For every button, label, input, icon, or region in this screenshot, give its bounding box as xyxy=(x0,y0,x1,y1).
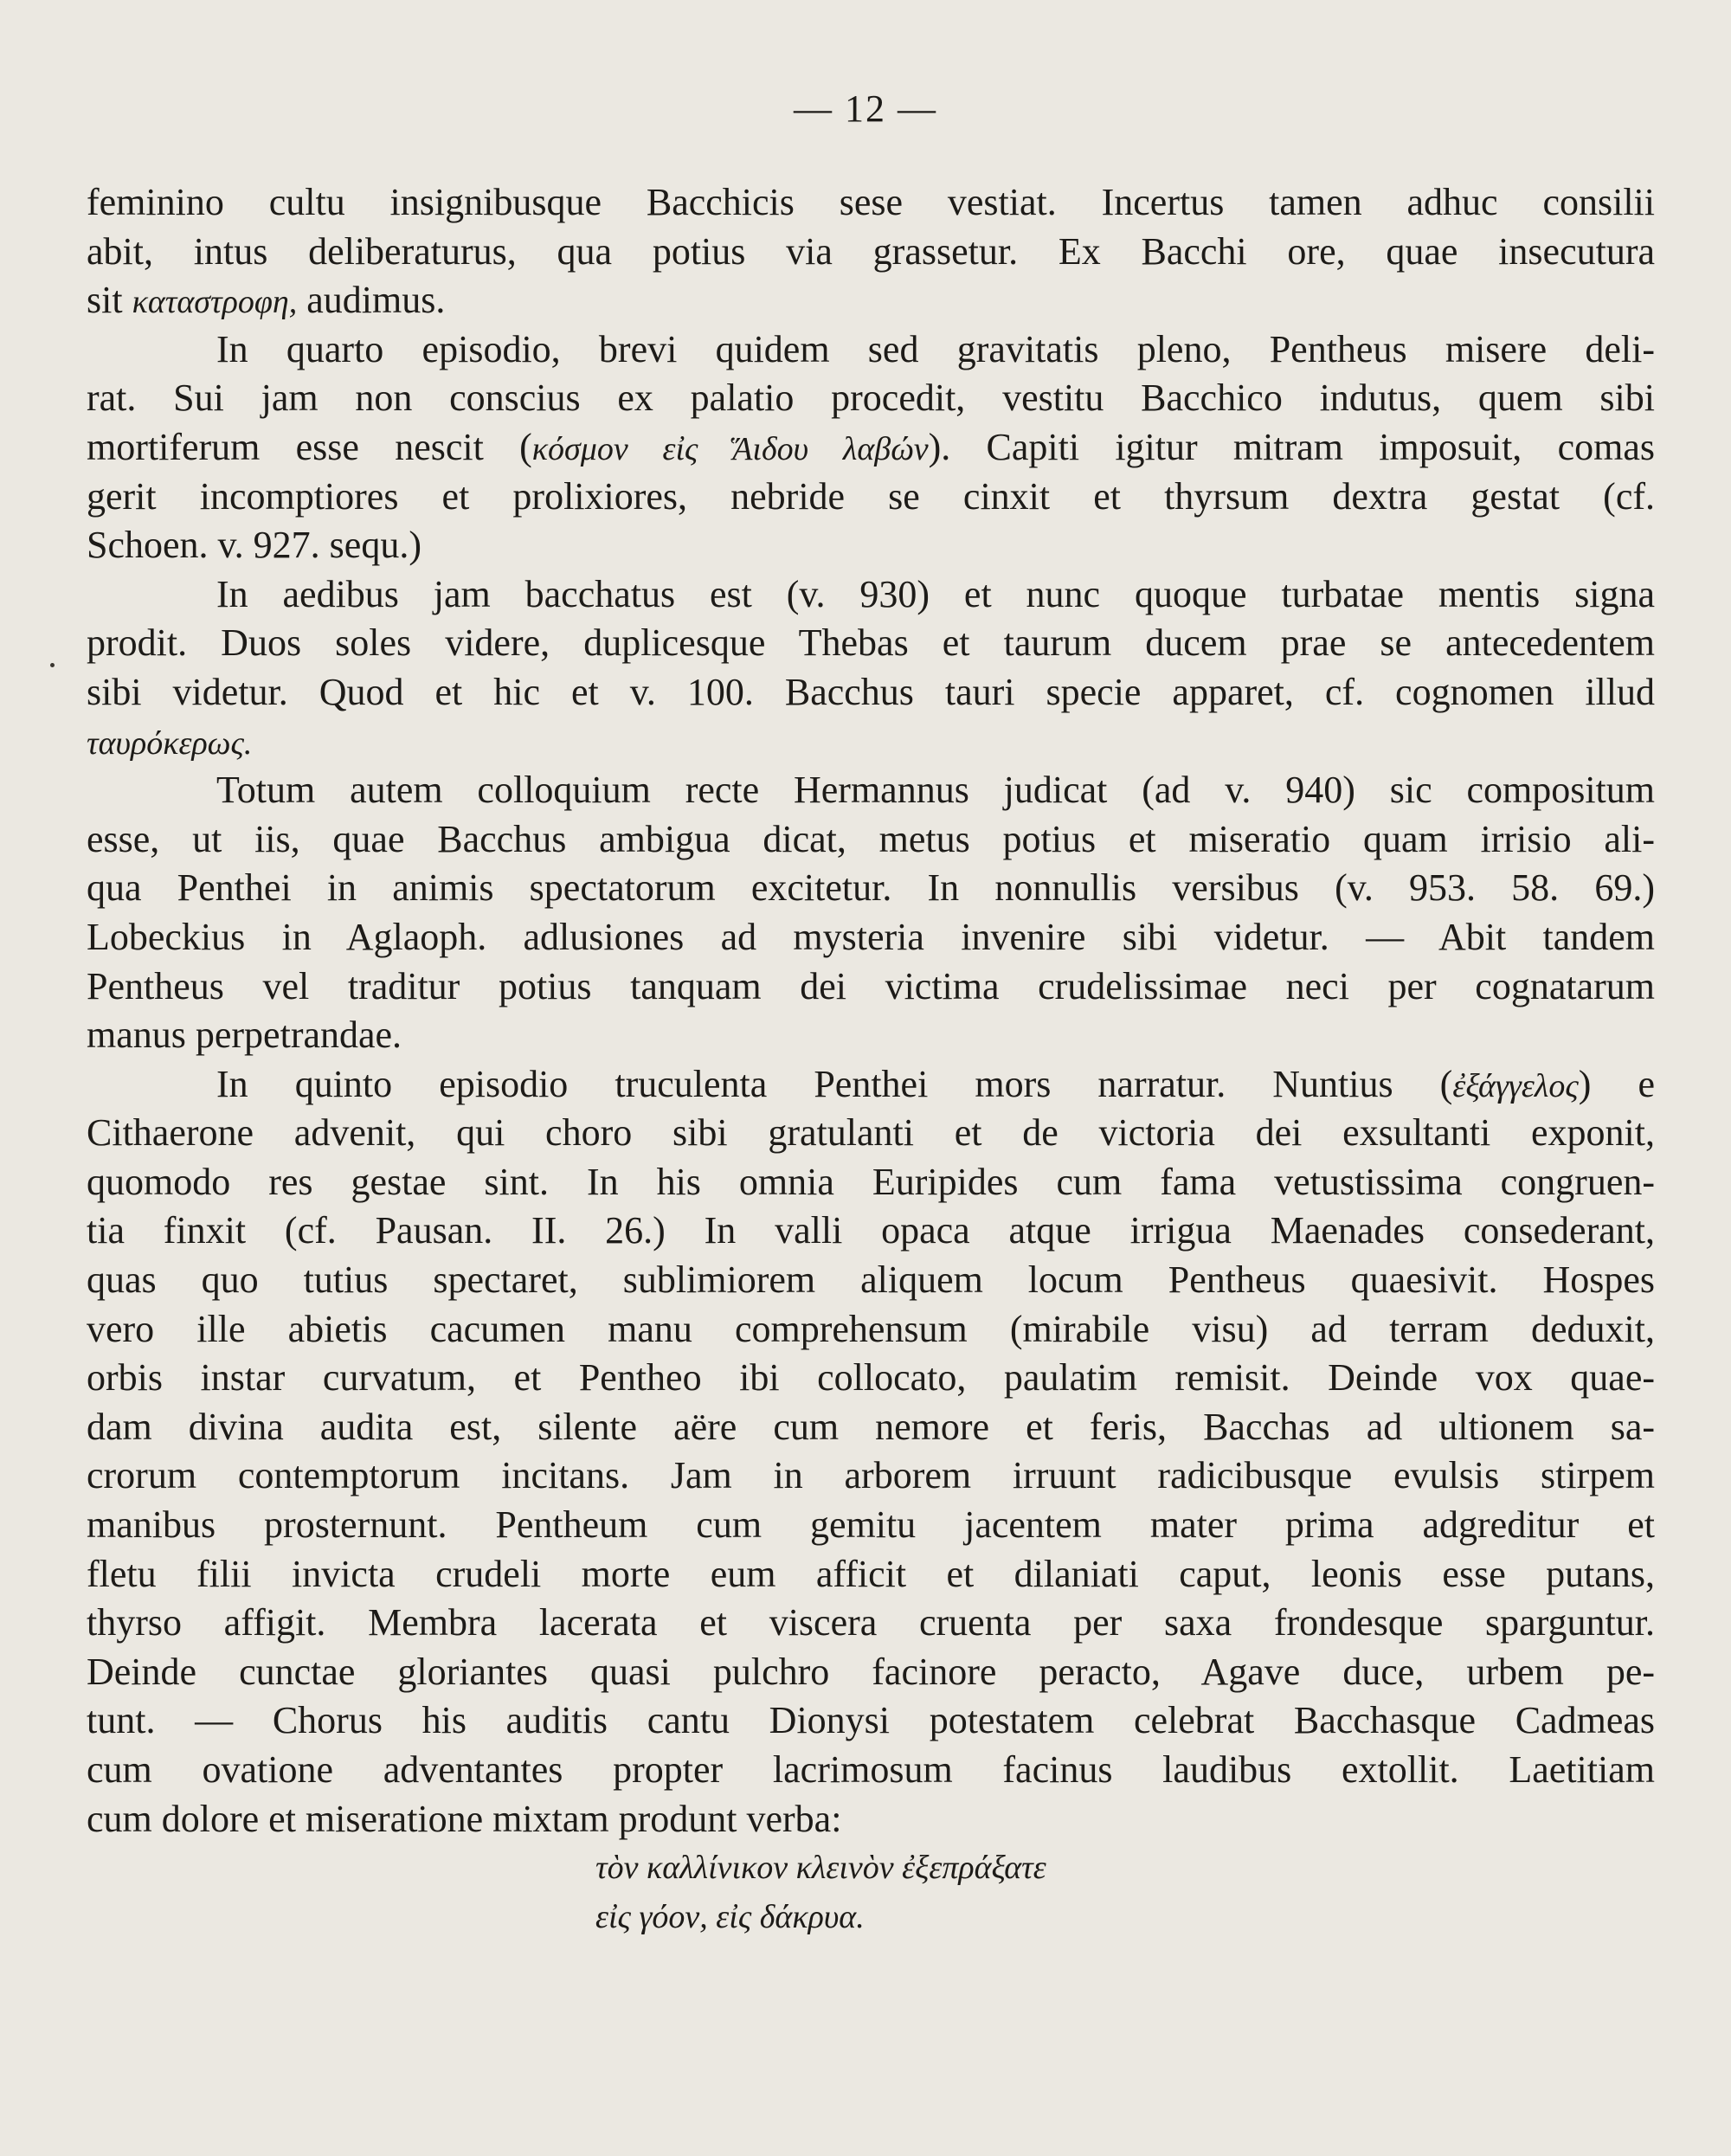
text-line: In aedibus jam bacchatus est (v. 930) et nunc quoque turbatae mentis signa xyxy=(216,572,1655,615)
text-segment: ). Capiti igitur mitram imposuit, comas xyxy=(928,425,1655,468)
text-line: Cithaerone advenit, qui choro sibi gratulanti et de victoria dei exsultanti exponit, xyxy=(87,1111,1655,1155)
text-line: manibus prosternunt. Pentheum cum gemitu jacentem mater prima adgreditur et xyxy=(87,1503,1655,1547)
paragraph xyxy=(87,1060,1655,1844)
text-line: fletu filii invicta crudeli morte eum afficit et dilaniati caput, leonis esse putans, xyxy=(87,1552,1655,1595)
text-line: thyrso affigit. Membra lacerata et viscera cruenta per saxa frondesque sparguntur. xyxy=(87,1601,1655,1644)
text-line: quas quo tutius spectaret, sublimiorem aliquem locum Pentheus quaesivit. Hospes xyxy=(87,1258,1655,1302)
text-line xyxy=(87,718,1655,767)
text-line: esse, ut iis, quae Bacchus ambigua dicat, metus potius et miseratio quam irrisio ali- xyxy=(87,817,1655,860)
text-line: Schoen. v. 927. sequ.) xyxy=(87,524,421,567)
page-number: — 12 — xyxy=(794,87,937,130)
text-line: quomodo res gestae sint. In his omnia Euripides cum fama vetustissima congruen- xyxy=(87,1160,1655,1203)
text-line: Deinde cunctae gloriantes quasi pulchro facinore peracto, Agave duce, urbem pe- xyxy=(87,1650,1655,1693)
text-line: In quarto episodio, brevi quidem sed gravitatis pleno, Pentheus misere deli- xyxy=(216,327,1655,370)
text-line: vero ille abietis cacumen manu comprehensum (mirabile visu) ad terram deduxit, xyxy=(87,1307,1655,1350)
paragraph xyxy=(87,766,1655,1060)
text-line: rat. Sui jam non conscius ex palatio procedit, vestitu Bacchico indutus, quem sibi xyxy=(87,376,1655,420)
verse-line: τὸν καλλίνικον κλεινὸν ἐξεπράξατε xyxy=(595,1850,1046,1887)
text-line: cum ovatione adventantes propter lacrimosum facinus laudibus extollit. Laetitiam xyxy=(87,1748,1655,1791)
text-line: dam divina audita est, silente aëre cum nemore et feris, Bacchas ad ultionem sa- xyxy=(87,1405,1655,1448)
text-line: Totum autem colloquium recte Hermannus judicat (ad v. 940) sic compositum xyxy=(216,769,1655,812)
paragraph xyxy=(87,178,1655,325)
text-segment: In quinto episodio truculenta Penthei mors narratur. Nuntius ( xyxy=(216,1062,1453,1105)
text-line: manus perpetrandae. xyxy=(87,1014,402,1057)
verse-quotation xyxy=(87,1844,1655,1941)
text-line xyxy=(87,276,1655,325)
text-line xyxy=(87,1060,1655,1110)
text-line: orbis instar curvatum, et Pentheo ibi collocato, paulatim remisit. Deinde vox quae- xyxy=(87,1356,1655,1400)
greek-quotation: ταυρόκερως. xyxy=(87,724,253,762)
body-text xyxy=(87,178,1655,1941)
text-line: crorum contemptorum incitans. Jam in arborem irruunt radicibusque evulsis stirpem xyxy=(87,1454,1655,1497)
text-segment: ) e xyxy=(1578,1062,1655,1105)
text-segment: sit xyxy=(87,279,132,322)
text-line: abit, intus deliberaturus, qua potius via grassetur. Ex Bacchi ore, quae insecutura xyxy=(87,229,1655,273)
text-line: gerit incomptiores et prolixiores, nebride se cinxit et thyrsum dextra gestat (cf. xyxy=(87,474,1655,518)
verse-line: εἰς γόον, εἰς δάκρυα. xyxy=(595,1898,865,1935)
text-line: qua Penthei in animis spectatorum excitetur. In nonnullis versibus (v. 953. 58. 69.) xyxy=(87,866,1655,910)
text-line: tia finxit (cf. Pausan. II. 26.) In valli opaca atque irrigua Maenades consederant, xyxy=(87,1209,1655,1252)
text-line: Pentheus vel traditur potius tanquam dei victima crudelissimae neci per cognatarum xyxy=(87,964,1655,1007)
text-line: Lobeckius in Aglaoph. adlusiones ad mysteria invenire sibi videtur. — Abit tandem xyxy=(87,915,1655,958)
text-segment: audimus. xyxy=(297,279,446,322)
greek-quotation: καταστροφη, xyxy=(132,284,298,321)
text-line: prodit. Duos soles videre, duplicesque Thebas et taurum ducem prae se antecedentem xyxy=(87,621,1655,665)
print-speck xyxy=(50,663,55,667)
text-line: feminino cultu insignibusque Bacchicis sese vestiat. Incertus tamen adhuc consilii xyxy=(87,181,1655,223)
greek-quotation: ἐξάγγελος xyxy=(1452,1067,1579,1104)
paragraph xyxy=(87,325,1655,570)
paragraph xyxy=(87,570,1655,766)
text-line: tunt. — Chorus his auditis cantu Dionysi potestatem celebrat Bacchasque Cadmeas xyxy=(87,1699,1655,1742)
text-line xyxy=(87,423,1655,473)
text-line: cum dolore et miseratione mixtam produnt verba: xyxy=(87,1797,842,1840)
text-segment: mortiferum esse nescit ( xyxy=(87,425,532,468)
text-line: sibi videtur. Quod et hic et v. 100. Bacchus tauri specie apparet, cf. cognomen illud xyxy=(87,670,1655,713)
greek-quotation: κόσμον εἰς Ἅιδου λαβών xyxy=(531,430,929,467)
